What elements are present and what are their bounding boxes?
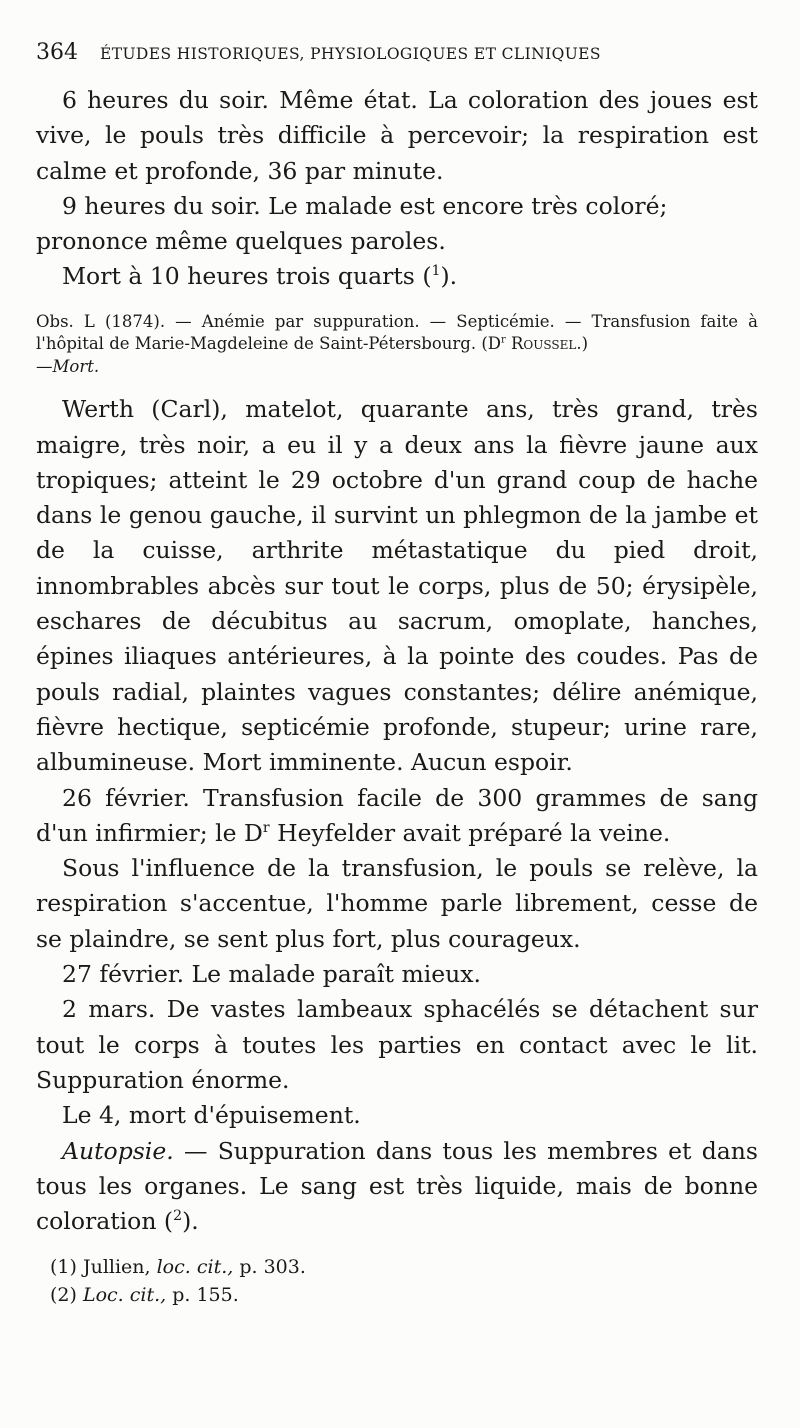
feb27-entry: 27 février. Le malade paraît mieux. — [62, 960, 482, 989]
autopsy-paragraph — [36, 1134, 758, 1240]
death-line — [36, 259, 758, 294]
observation-dr-sup: r — [501, 334, 506, 346]
transfusion-dr-sup: r — [262, 820, 270, 837]
paragraph-9pm-cont: prononce même quelques paroles. — [36, 227, 446, 256]
page-content — [36, 40, 758, 1309]
footnote-1-author: Jullien, — [76, 1256, 157, 1279]
footnote-2 — [36, 1281, 758, 1309]
autopsy-label: Autopsie. — [62, 1136, 174, 1165]
running-head — [36, 40, 758, 65]
footnote-1-mark: (1) — [50, 1256, 77, 1279]
death-entry: Le 4, mort d'épuisement. — [62, 1101, 361, 1130]
footnote-1-ref: loc. cit., — [156, 1256, 234, 1279]
footnotes — [36, 1253, 758, 1309]
observation-outcome: —Mort. — [36, 356, 100, 376]
transfusion-entry — [36, 781, 758, 852]
transfusion-text: 26 février. Transfusion facile de 300 grammes de sang d'un infirmier; le D — [36, 783, 758, 847]
paragraph-9pm: 9 heures du soir. Le malade est encore très coloré; — [62, 191, 668, 220]
footnote-1-page: p. 303. — [233, 1256, 306, 1279]
footnote-ref-1: 1 — [431, 263, 441, 280]
footnote-ref-2: 2 — [173, 1208, 183, 1225]
footnote-1 — [36, 1253, 758, 1281]
death-close: ). — [440, 262, 458, 291]
case-description: Werth (Carl), matelot, quarante ans, très grand, très maigre, très noir, a eu il y a deux ans la fièvre jaune aux tropiques; atteint le 29 octobre d'un grand coup de hache dans le genou gauche, il survint un phlegmon de la jambe et de la cuisse, arthrite métastatique du pied droit, innombrables abcès sur tout le corps, plus de 50; érysipèle, eschares de décubitus au sacrum, omoplate, hanches, épines iliaques antérieures, à la pointe des coudes. Pas de pouls radial, plaintes vagues constantes; délire anémique, fièvre hectique, septicémie profonde, stupeur; urine rare, albumineuse. Mort imminente. Aucun espoir. — [36, 395, 758, 777]
paragraph-6pm: 6 heures du soir. Même état. La coloration des joues est vive, le pouls très difficile à percevoir; la respiration est calme et profonde, 36 par minute. — [36, 86, 758, 185]
footnote-2-mark: (2) — [50, 1284, 77, 1307]
observation-heading — [36, 311, 758, 379]
mar2-entry: 2 mars. De vastes lambeaux sphacélés se détachent sur tout le corps à toutes les parties en contact avec le lit. Suppuration énorme. — [36, 995, 758, 1094]
footnote-2-page: p. 155. — [166, 1284, 239, 1307]
autopsy-close: ). — [182, 1207, 199, 1236]
running-title: ÉTUDES HISTORIQUES, PHYSIOLOGIQUES ET CLINIQUES — [100, 45, 601, 63]
page-number: 364 — [36, 40, 78, 65]
transfusion-rest: Heyfelder avait préparé la veine. — [269, 818, 671, 847]
observation-lead: Obs. L (1874). — Anémie par suppuration. — Septicémie. — Transfusion faite à l'hôpital de Marie-Magdeleine de Saint-Pétersbourg. (D — [36, 311, 758, 354]
death-text: Mort à 10 heures trois quarts ( — [62, 262, 432, 291]
influence-paragraph: Sous l'influence de la transfusion, le pouls se relève, la respiration s'accentue, l'homme parle librement, cesse de se plaindre, se sent plus fort, plus courageux. — [36, 854, 758, 953]
autopsy-text: — Suppuration dans tous les membres et dans tous les organes. Le sang est très liquide, mais de bonne coloration ( — [36, 1136, 758, 1236]
observation-author: Roussel.) — [505, 334, 589, 354]
footnote-2-ref: Loc. cit., — [82, 1284, 167, 1307]
